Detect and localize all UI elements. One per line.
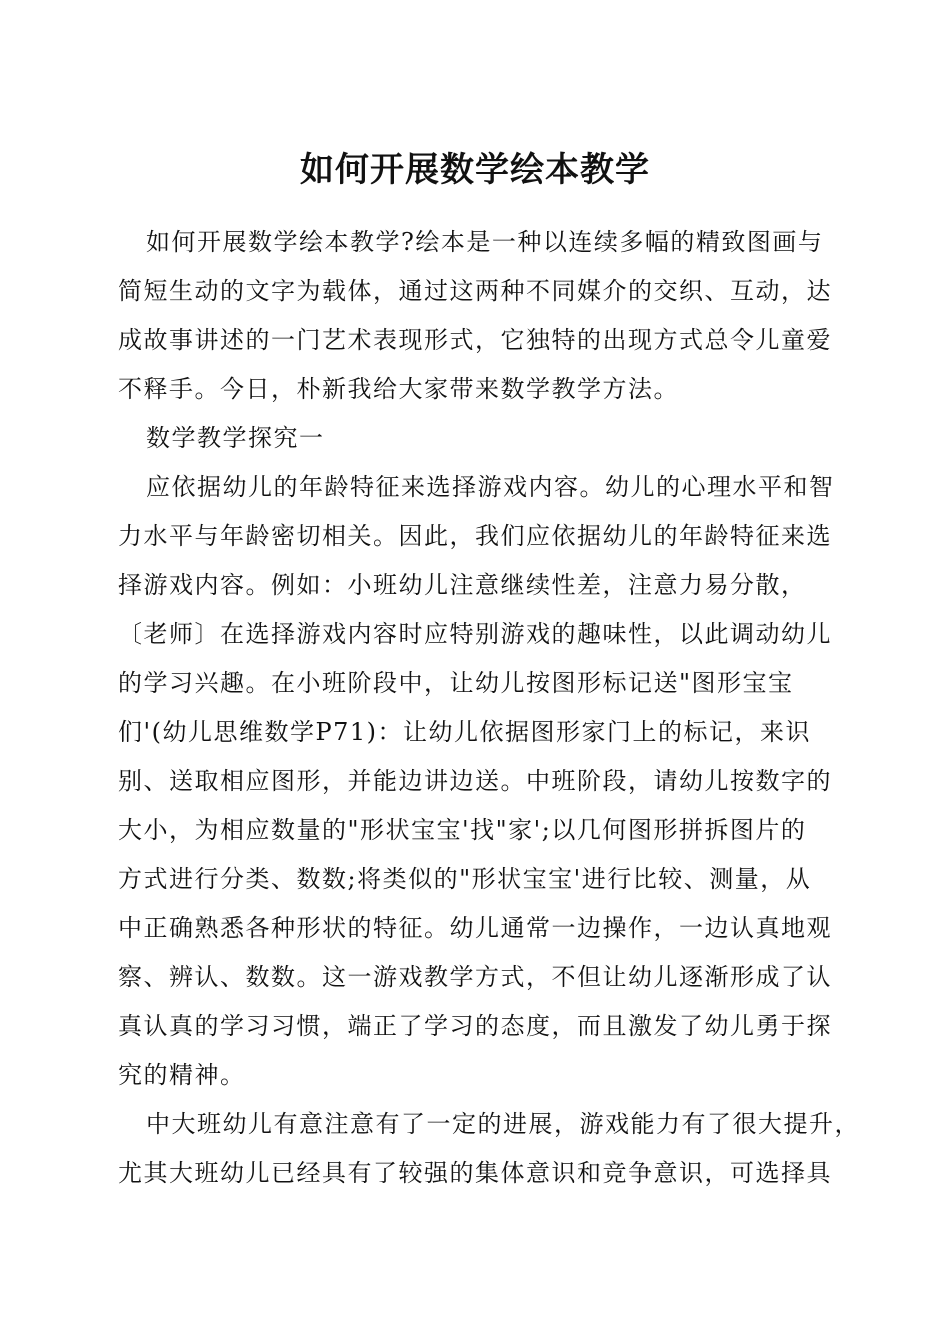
paragraph-line: 的学习兴趣。在小班阶段中，让幼儿按图形标记送"图形宝宝 <box>118 669 794 697</box>
document-title: 如何开展数学绘本教学 <box>300 150 650 190</box>
paragraph-line: 成故事讲述的一门艺术表现形式，它独特的出现方式总令儿童爱 <box>118 326 832 354</box>
paragraph-line: 简短生动的文字为载体，通过这两种不同媒介的交织、互动，达 <box>118 277 832 305</box>
paragraph-line: 大小，为相应数量的"形状宝宝'找"家';以几何图形拼拆图片的 <box>118 816 807 844</box>
paragraph-line: 真认真的学习习惯，端正了学习的态度，而且激发了幼儿勇于探 <box>118 1012 832 1040</box>
paragraph-line: 中大班幼儿有意注意有了一定的进展，游戏能力有了很大提升， <box>146 1110 860 1138</box>
paragraph-line: 中正确熟悉各种形状的特征。幼儿通常一边操作，一边认真地观 <box>118 914 832 942</box>
paragraph-line: 择游戏内容。例如：小班幼儿注意继续性差，注意力易分散， <box>118 571 807 599</box>
paragraph-line: 察、辨认、数数。这一游戏教学方式，不但让幼儿逐渐形成了认 <box>118 963 832 991</box>
section-heading: 数学教学探究一 <box>146 424 325 452</box>
document-body <box>118 218 860 1198</box>
paragraph-line: 尤其大班幼儿已经具有了较强的集体意识和竞争意识，可选择具 <box>118 1159 832 1187</box>
paragraph-line: 究的精神。 <box>118 1061 246 1089</box>
paragraph-line: 方式进行分类、数数;将类似的"形状宝宝'进行比较、测量，从 <box>118 865 812 893</box>
paragraph-line: 〔老师〕在选择游戏内容时应特别游戏的趣味性，以此调动幼儿 <box>118 620 832 648</box>
paragraph-line: 不释手。今日，朴新我给大家带来数学教学方法。 <box>118 375 679 403</box>
paragraph-line: 别、送取相应图形，并能边讲边送。中班阶段，请幼儿按数字的 <box>118 767 832 795</box>
paragraph-line: 力水平与年龄密切相关。因此，我们应依据幼儿的年龄特征来选 <box>118 522 832 550</box>
paragraph-line: 们'(幼儿思维数学P71)：让幼儿依据图形家门上的标记，来识 <box>118 718 812 746</box>
paragraph-line: 应依据幼儿的年龄特征来选择游戏内容。幼儿的心理水平和智 <box>146 473 835 501</box>
paragraph-line: 如何开展数学绘本教学?绘本是一种以连续多幅的精致图画与 <box>146 228 824 256</box>
